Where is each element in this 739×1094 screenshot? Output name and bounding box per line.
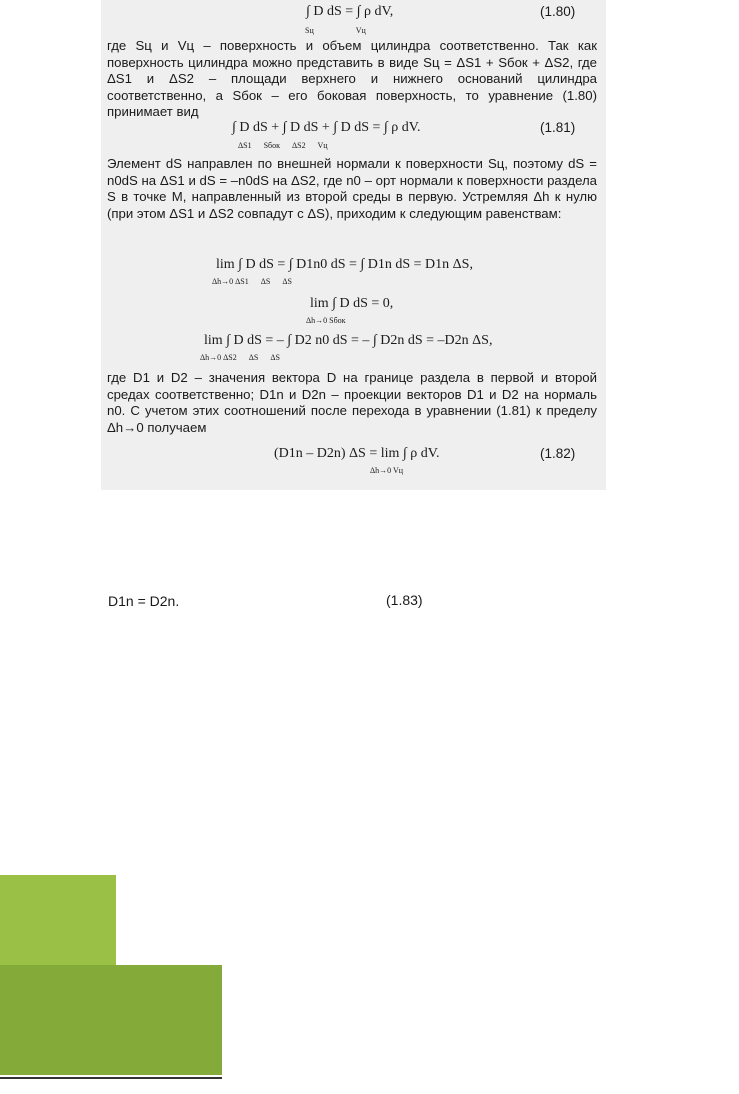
limit-equation-3-limits: Δh→0 ΔS2 ΔS ΔS <box>200 353 280 362</box>
equation-1-80-limits <box>305 26 366 35</box>
equation-1-83-body: D1n = D2n. <box>108 593 180 609</box>
equation-1-82-limits: Δh→0 Vц <box>370 466 404 475</box>
limit-equation-1 <box>216 257 473 273</box>
limit-equation-2 <box>310 296 393 312</box>
limit-equation-3-body: lim ∫ D dS = – ∫ D2 n0 dS = – ∫ D2n dS = –D2n ΔS, <box>204 333 493 348</box>
limit-equation-1-limits: Δh→0 ΔS1 ΔS ΔS <box>212 277 292 286</box>
equation-1-82-body: (D1n – D2n) ΔS = lim ∫ ρ dV. <box>274 446 440 461</box>
equation-1-82 <box>274 446 440 462</box>
paragraph-3: где D1 и D2 – значения вектора D на границе раздела в первой и второй средах соответственно; D1n и D2n – проекции векторов D1 и D2 на нормаль n0. С учетом этих соотношений после перехода в уравнении (1.81) к пределу Δh→0 получаем <box>107 370 597 435</box>
equation-1-83 <box>108 593 179 609</box>
limit-s: Sц <box>305 26 314 35</box>
equation-number-1-80: (1.80) <box>540 4 576 19</box>
paragraph-1: где Sц и Vц – поверхность и объем цилиндра соответственно. Так как поверхность цилиндра можно представить в виде Sц = ΔS1 + Sбок + ΔS2, где ΔS1 и ΔS2 – площади верхнего и нижнего оснований цилиндра соответственно, а Sбок – его боковая поверхность, то уравнение (1.80) принимает вид <box>107 38 597 120</box>
limit-equation-1-body: lim ∫ D dS = ∫ D1n0 dS = ∫ D1n dS = D1n ΔS, <box>216 257 473 272</box>
limit-equation-2-body: lim ∫ D dS = 0, <box>310 296 394 311</box>
equation-number-1-81: (1.81) <box>540 120 576 135</box>
equation-1-80 <box>306 4 393 20</box>
limit-equation-3 <box>204 333 492 349</box>
equation-number-1-82: (1.82) <box>540 446 576 461</box>
limit-v: Vц <box>355 26 366 35</box>
equation-1-80-body: ∫ D dS = ∫ ρ dV, <box>306 4 394 19</box>
limit-equation-2-limits: Δh→0 Sбок <box>306 316 346 325</box>
equation-number-1-83: (1.83) <box>386 592 423 608</box>
equation-1-81 <box>232 120 421 136</box>
equation-1-81-body: ∫ D dS + ∫ D dS + ∫ D dS = ∫ ρ dV. <box>232 120 421 135</box>
bottom-rule <box>0 1077 222 1079</box>
paragraph-2: Элемент dS направлен по внешней нормали к поверхности Sц, поэтому dS = n0dS на ΔS1 и dS = –n0dS на ΔS2, где n0 – орт нормали к поверхности раздела S в точке M, направленный из второй среды в первую. Устремляя Δh к нулю (при этом ΔS1 и ΔS2 совпадут с ΔS), приходим к следующим равенствам: <box>107 156 597 221</box>
equation-1-81-limits: ΔS1 Sбок ΔS2 Vц <box>238 141 328 150</box>
green-block-wide <box>0 965 222 1075</box>
